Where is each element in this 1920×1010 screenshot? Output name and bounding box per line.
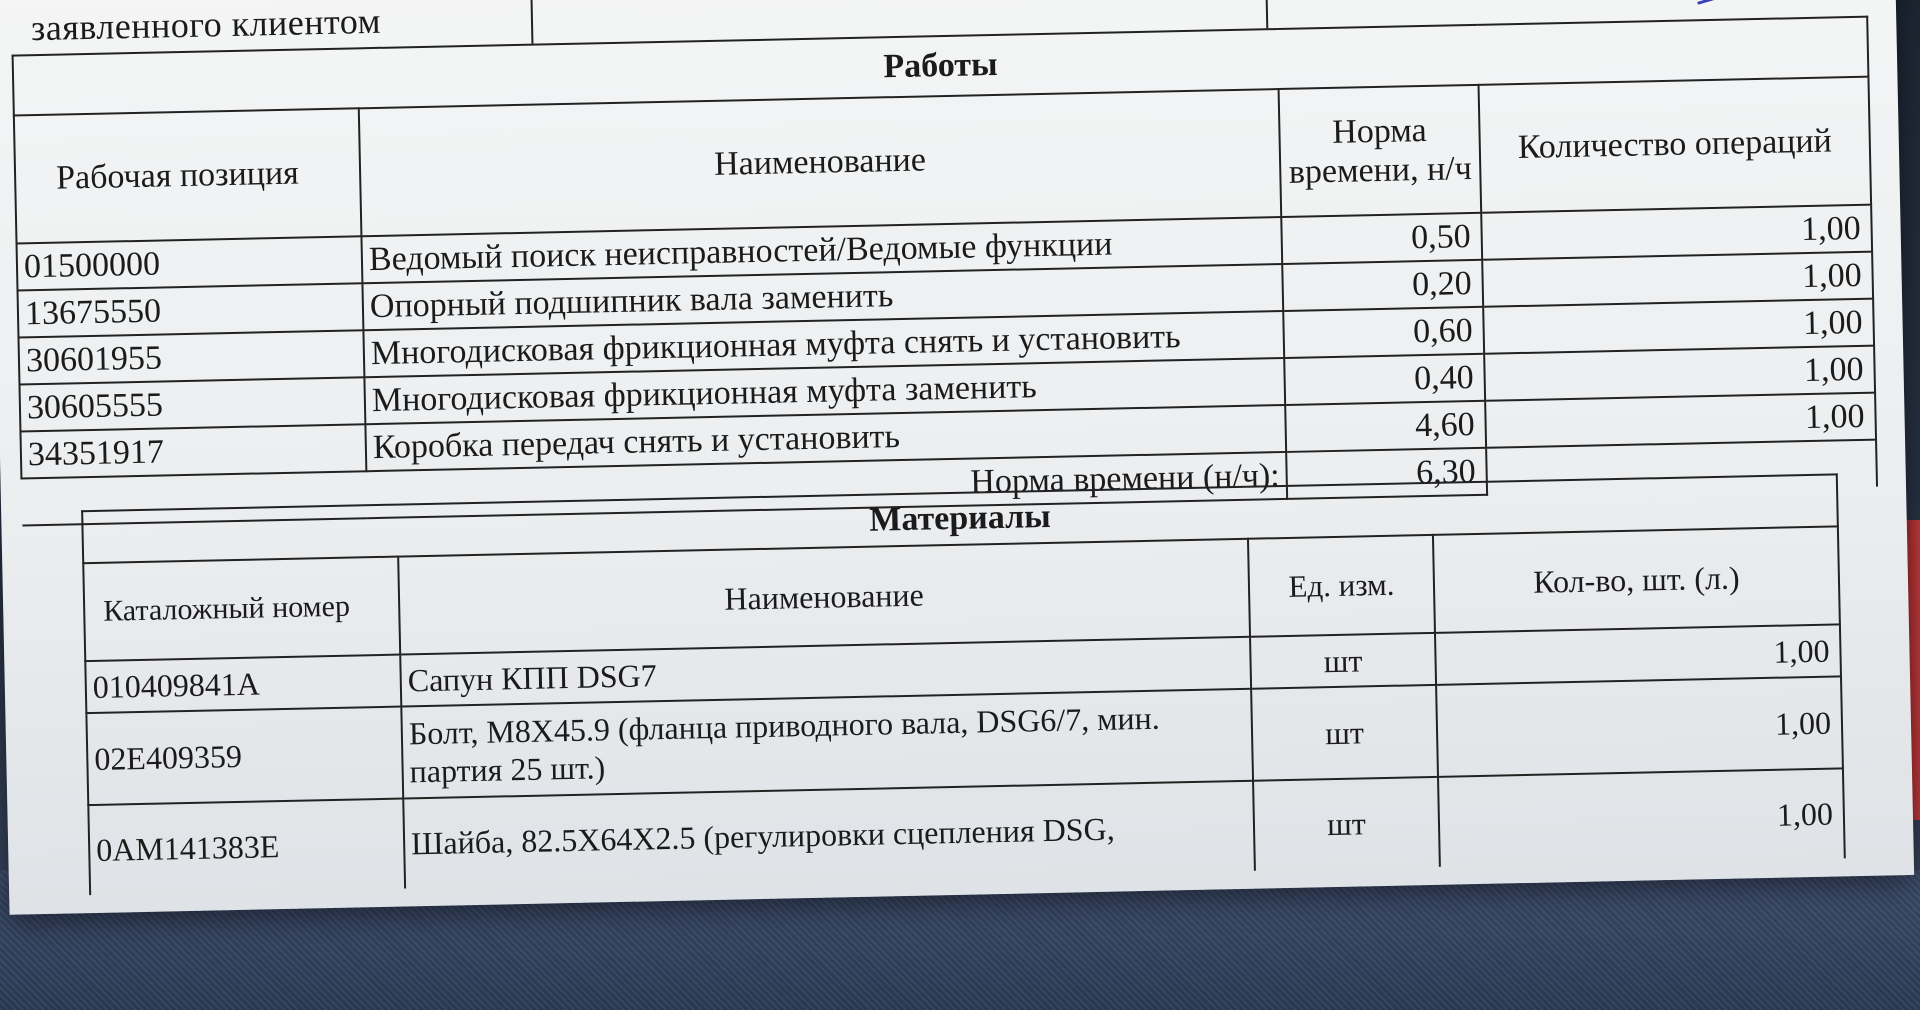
col-count: Количество операций xyxy=(1479,77,1872,213)
work-norm: 0,20 xyxy=(1282,260,1483,311)
work-name: Ведомый поиск неисправностей/Ведомые функции xyxy=(361,217,1282,283)
col-qty: Кол-во, шт. (л.) xyxy=(1433,526,1840,632)
material-qty: 1,00 xyxy=(1438,768,1845,866)
material-unit: шт xyxy=(1251,685,1438,781)
work-count: 1,00 xyxy=(1481,205,1872,260)
works-table xyxy=(12,16,1878,527)
total-value: 6,30 xyxy=(1286,448,1487,499)
materials-title: Материалы xyxy=(82,474,1838,563)
work-name: Многодисковая фрикционная муфта снять и установить xyxy=(363,311,1284,377)
work-count: 1,00 xyxy=(1483,299,1874,354)
work-norm: 0,60 xyxy=(1283,307,1484,358)
col-catalog: Каталожный номер xyxy=(83,557,400,662)
col-unit: Ед. изм. xyxy=(1248,535,1435,637)
col-norm: Норма времени, н/ч xyxy=(1279,85,1482,217)
work-count: 1,00 xyxy=(1482,252,1873,307)
work-norm: 0,50 xyxy=(1281,213,1482,264)
work-name: Многодисковая фрикционная муфта заменить xyxy=(364,358,1285,424)
material-name: Сапун КПП DSG7 xyxy=(400,637,1251,707)
top-divider xyxy=(530,0,533,44)
material-name: Болт, M8X45.9 (фланца приводного вала, DSG6/7, мин. партия 25 шт.) xyxy=(401,689,1253,799)
material-qty: 1,00 xyxy=(1436,676,1843,776)
material-unit: шт xyxy=(1253,777,1440,871)
work-code: 34351917 xyxy=(20,424,366,478)
material-name: Шайба, 82.5X64X2.5 (регулировки сцепления DSG, xyxy=(403,781,1255,889)
material-catalog: 02E409359 xyxy=(86,707,403,806)
work-code: 30605555 xyxy=(19,377,365,431)
material-qty: 1,00 xyxy=(1435,624,1841,684)
col-name: Наименование xyxy=(359,89,1281,236)
works-title: Работы xyxy=(13,17,1869,116)
top-divider xyxy=(1265,0,1268,28)
col-position: Рабочая позиция xyxy=(14,108,362,243)
work-code: 01500000 xyxy=(17,236,363,290)
work-count: 1,00 xyxy=(1484,346,1875,401)
work-code: 13675550 xyxy=(18,283,364,337)
top-text: заявленного клиентом xyxy=(30,0,382,49)
work-name: Опорный подшипник вала заменить xyxy=(362,264,1283,330)
material-unit: шт xyxy=(1250,633,1436,689)
work-name: Коробка передач снять и установить xyxy=(365,405,1286,471)
materials-table xyxy=(81,473,1846,895)
material-catalog: 0AM141383E xyxy=(88,799,405,896)
work-count: 1,00 xyxy=(1485,393,1876,448)
material-catalog: 010409841A xyxy=(85,655,401,714)
work-norm: 0,40 xyxy=(1284,354,1485,405)
work-code: 30601955 xyxy=(18,330,364,384)
total-label: Норма времени (н/ч): xyxy=(21,452,1287,525)
ink-mark xyxy=(1689,0,1758,5)
col-material-name: Наименование xyxy=(398,539,1250,655)
work-norm: 4,60 xyxy=(1285,401,1486,452)
